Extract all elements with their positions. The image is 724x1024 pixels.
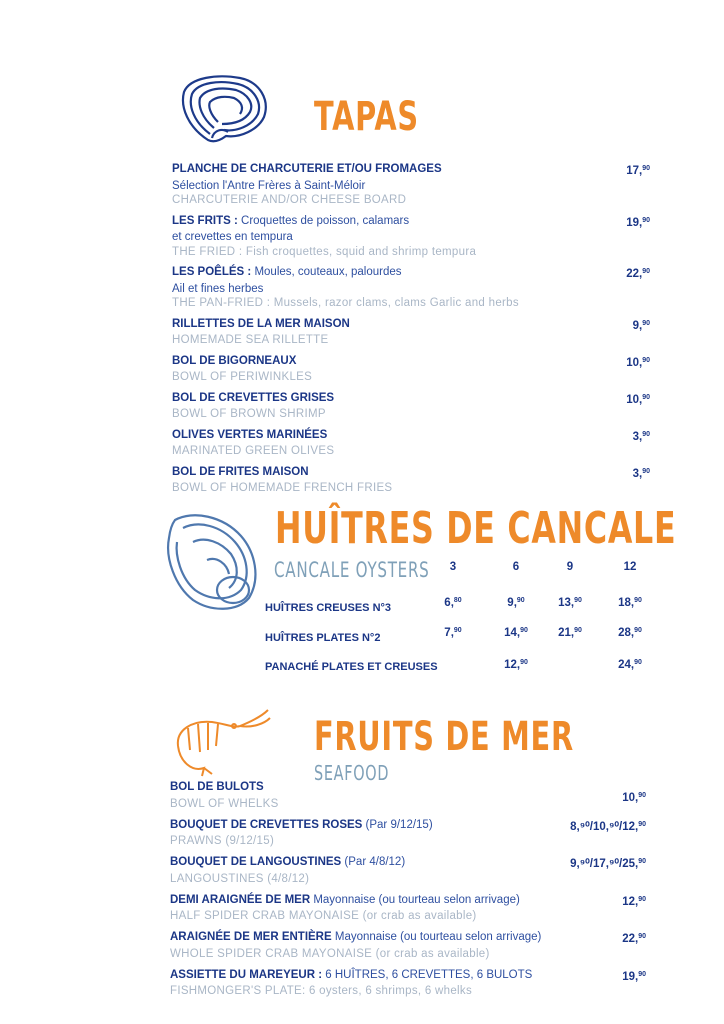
item-english: THE PAN-FRIED : Mussels, razor clams, clams Garlic and herbs	[172, 297, 519, 309]
oyster-price-table	[265, 561, 665, 691]
price-main: 6,	[444, 597, 454, 609]
item-name: RILLETTES DE LA MER MAISON	[172, 317, 350, 330]
price-cents: 90	[520, 659, 528, 666]
oyster-price	[491, 597, 541, 609]
item-name: LES POÊLÉS :	[172, 266, 252, 278]
price-main: 19,	[622, 970, 639, 983]
item-name: BOUQUET DE CREVETTES ROSES	[170, 818, 363, 831]
oyster-price	[428, 627, 478, 639]
menu-item	[172, 214, 650, 260]
menu-item	[172, 465, 650, 496]
oyster-price	[605, 659, 655, 671]
item-price	[633, 465, 650, 482]
item-name: PLANCHE DE CHARCUTERIE ET/OU FROMAGES	[172, 163, 442, 175]
oyster-label: HUÎTRES PLATES N°2	[265, 631, 381, 644]
price-cents: 90	[453, 626, 462, 634]
clam-shell-icon	[178, 72, 270, 144]
item-name-line	[172, 265, 401, 280]
price-cents: 90	[642, 165, 650, 172]
section-subtitle-seafood: SEAFOOD	[314, 761, 390, 785]
item-price	[622, 968, 646, 985]
price-cents: 90	[642, 356, 650, 364]
item-description: Mayonnaise (ou tourteau selon arrivage)	[310, 893, 520, 906]
item-english: BOWL OF PERIWINKLES	[172, 371, 313, 383]
seafood-list	[170, 780, 646, 1005]
price-main: 3,	[632, 467, 643, 480]
item-price	[633, 317, 650, 334]
price-main: 17,	[626, 165, 643, 177]
item-english: WHOLE SPIDER CRAB MAYONAISE (or crab as available)	[170, 947, 490, 960]
price-cents: 90	[638, 858, 646, 865]
item-price	[633, 428, 650, 445]
price-cents: 90	[638, 820, 646, 828]
price-main: 3,	[632, 430, 643, 443]
item-name-line	[172, 214, 409, 229]
price-cents: 90	[634, 597, 642, 604]
item-english: LANGOUSTINES (4/8/12)	[170, 872, 310, 885]
menu-item	[170, 893, 646, 924]
price-main: 19,	[626, 216, 643, 229]
price-main: 28,	[618, 626, 635, 639]
item-english: BOWL OF WHELKS	[170, 797, 279, 810]
item-name: BOUQUET DE LANGOUSTINES	[170, 856, 342, 868]
item-name-line	[172, 391, 334, 406]
oyster-price	[545, 627, 595, 639]
menu-item	[172, 162, 650, 208]
item-name: BOL DE BIGORNEAUX	[172, 354, 297, 367]
item-price	[622, 930, 646, 947]
item-name: LES FRITS :	[172, 214, 238, 227]
item-head	[172, 162, 650, 179]
item-description: 6 HUÎTRES, 6 CREVETTES, 6 BULOTS	[322, 968, 533, 981]
item-price	[626, 391, 650, 408]
price-main: 24,	[618, 659, 635, 671]
item-english: HALF SPIDER CRAB MAYONAISE (or crab as available)	[170, 910, 477, 922]
price-main: 12,	[504, 659, 521, 671]
price-cents: 80	[453, 597, 462, 604]
item-name-line	[170, 855, 405, 870]
price-main: 22,	[626, 268, 643, 280]
menu-item	[170, 930, 646, 961]
item-head	[170, 855, 646, 872]
item-description: Ail et fines herbes	[172, 282, 264, 295]
price-cents: 90	[574, 597, 582, 604]
menu-item	[172, 391, 650, 422]
oyster-label: PANACHÉ PLATES ET CREUSES	[265, 661, 438, 673]
menu-item	[170, 780, 646, 811]
price-main: 9,	[507, 597, 517, 609]
item-head	[170, 818, 646, 835]
item-name: ARAIGNÉE DE MER ENTIÈRE	[170, 931, 332, 943]
item-price	[626, 162, 650, 179]
item-head	[172, 391, 650, 408]
item-english: PRAWNS (9/12/15)	[170, 835, 275, 847]
item-name: OLIVES VERTES MARINÉES	[172, 428, 328, 441]
item-price	[626, 214, 650, 231]
item-english: HOMEMADE SEA RILLETTE	[172, 334, 329, 346]
quantity-column-header: 9	[566, 561, 574, 573]
item-price	[570, 855, 646, 872]
price-cents: 90	[642, 467, 650, 475]
item-price	[622, 893, 646, 910]
price-main: 10,	[626, 356, 643, 369]
price-main: 10,	[622, 792, 639, 804]
item-name: BOL DE BULOTS	[170, 781, 264, 793]
price-main: 14,	[504, 626, 521, 639]
item-name-line	[172, 465, 309, 480]
item-head	[172, 428, 650, 445]
shrimp-icon	[168, 706, 274, 778]
item-name: ASSIETTE DU MAREYEUR :	[170, 968, 323, 981]
section-subtitle-oysters: CANCALE OYSTERS	[274, 558, 430, 582]
price-cents: 90	[574, 626, 582, 634]
oyster-price	[545, 597, 595, 609]
price-main: 22,	[622, 933, 639, 945]
oyster-row	[265, 626, 665, 662]
oyster-price	[428, 597, 478, 609]
item-english: CHARCUTERIE AND/OR CHEESE BOARD	[172, 194, 407, 206]
quantity-column-header: 6	[512, 561, 520, 573]
item-english: BOWL OF HOMEMADE FRENCH FRIES	[172, 482, 393, 494]
item-head	[172, 354, 650, 371]
item-head	[172, 317, 650, 334]
price-cents: 90	[642, 393, 650, 401]
price-main: 10,	[626, 393, 643, 406]
price-main: 7,	[444, 626, 454, 639]
oyster-price	[491, 627, 541, 639]
item-head	[170, 968, 646, 985]
item-name-line	[170, 930, 541, 945]
price-cents: 90	[638, 895, 646, 903]
price-main: 18,	[618, 597, 635, 609]
quantity-column-header: 12	[623, 561, 637, 573]
oyster-price	[605, 627, 655, 639]
price-main: 8,⁹⁰/10,⁹⁰/12,	[570, 820, 639, 833]
item-english: FISHMONGER'S PLATE: 6 oysters, 6 shrimps, 6 whelks	[170, 985, 472, 997]
item-price	[622, 789, 646, 806]
menu-item	[172, 265, 650, 311]
price-main: 21,	[558, 626, 575, 639]
item-name-line	[170, 968, 532, 983]
item-description: (Par 4/8/12)	[341, 856, 406, 868]
item-english: BOWL OF BROWN SHRIMP	[172, 408, 326, 420]
item-description: Moules, couteaux, palourdes	[251, 266, 402, 278]
item-name-line	[170, 780, 264, 795]
price-cents: 90	[642, 430, 650, 438]
price-cents: 90	[638, 933, 646, 940]
price-cents: 90	[634, 659, 642, 666]
item-name-line	[172, 354, 296, 369]
item-name-line	[172, 428, 327, 443]
item-name-line	[170, 818, 433, 833]
menu-item	[172, 428, 650, 459]
item-price	[626, 354, 650, 371]
price-main: 9,⁹⁰/17,⁹⁰/25,	[570, 858, 639, 870]
item-name-line	[172, 317, 350, 332]
menu-item	[172, 317, 650, 348]
price-cents: 90	[638, 792, 646, 799]
oyster-icon	[163, 508, 263, 614]
section-title-seafood: FRUITS DE MER	[314, 714, 574, 760]
item-head	[172, 214, 650, 231]
oyster-label: HUÎTRES CREUSES N°3	[265, 602, 392, 614]
menu-item	[170, 818, 646, 849]
price-cents: 90	[638, 970, 646, 978]
price-main: 13,	[558, 597, 575, 609]
item-price	[626, 265, 650, 282]
price-main: 12,	[622, 895, 639, 908]
item-english: MARINATED GREEN OLIVES	[172, 445, 335, 457]
item-description: Sélection l'Antre Frères à Saint-Méloir	[172, 179, 366, 192]
section-title-tapas: TAPAS	[314, 94, 419, 140]
oyster-price	[491, 659, 541, 671]
item-description: et crevettes en tempura	[172, 231, 293, 243]
tapas-list	[172, 162, 650, 502]
oyster-price	[605, 597, 655, 609]
price-main: 9,	[632, 319, 643, 332]
item-head	[172, 465, 650, 482]
item-description: (Par 9/12/15)	[362, 818, 433, 831]
item-description: Mayonnaise (ou tourteau selon arrivage)	[331, 931, 542, 943]
price-cents: 90	[642, 268, 650, 275]
item-name: BOL DE FRITES MAISON	[172, 465, 309, 478]
price-cents: 90	[642, 216, 650, 224]
item-name-line	[170, 893, 520, 908]
item-description: Croquettes de poisson, calamars	[237, 214, 410, 227]
oyster-row	[265, 661, 665, 691]
menu-item	[172, 354, 650, 385]
item-head	[170, 930, 646, 947]
item-head	[170, 893, 646, 910]
section-title-oysters: HUÎTRES DE CANCALE	[275, 503, 677, 554]
price-cents: 90	[516, 597, 525, 604]
menu-item	[170, 855, 646, 886]
item-name: BOL DE CREVETTES GRISES	[172, 391, 335, 404]
item-head	[172, 265, 650, 282]
item-price	[570, 818, 646, 835]
item-name: DEMI ARAIGNÉE DE MER	[170, 893, 311, 906]
price-cents: 90	[520, 626, 528, 634]
quantity-column-header: 3	[449, 561, 457, 573]
price-cents: 90	[634, 626, 642, 634]
item-name-line	[172, 162, 442, 177]
item-english: THE FRIED : Fish croquettes, squid and shrimp tempura	[172, 245, 477, 258]
price-cents: 90	[642, 319, 650, 327]
menu-item	[170, 968, 646, 999]
